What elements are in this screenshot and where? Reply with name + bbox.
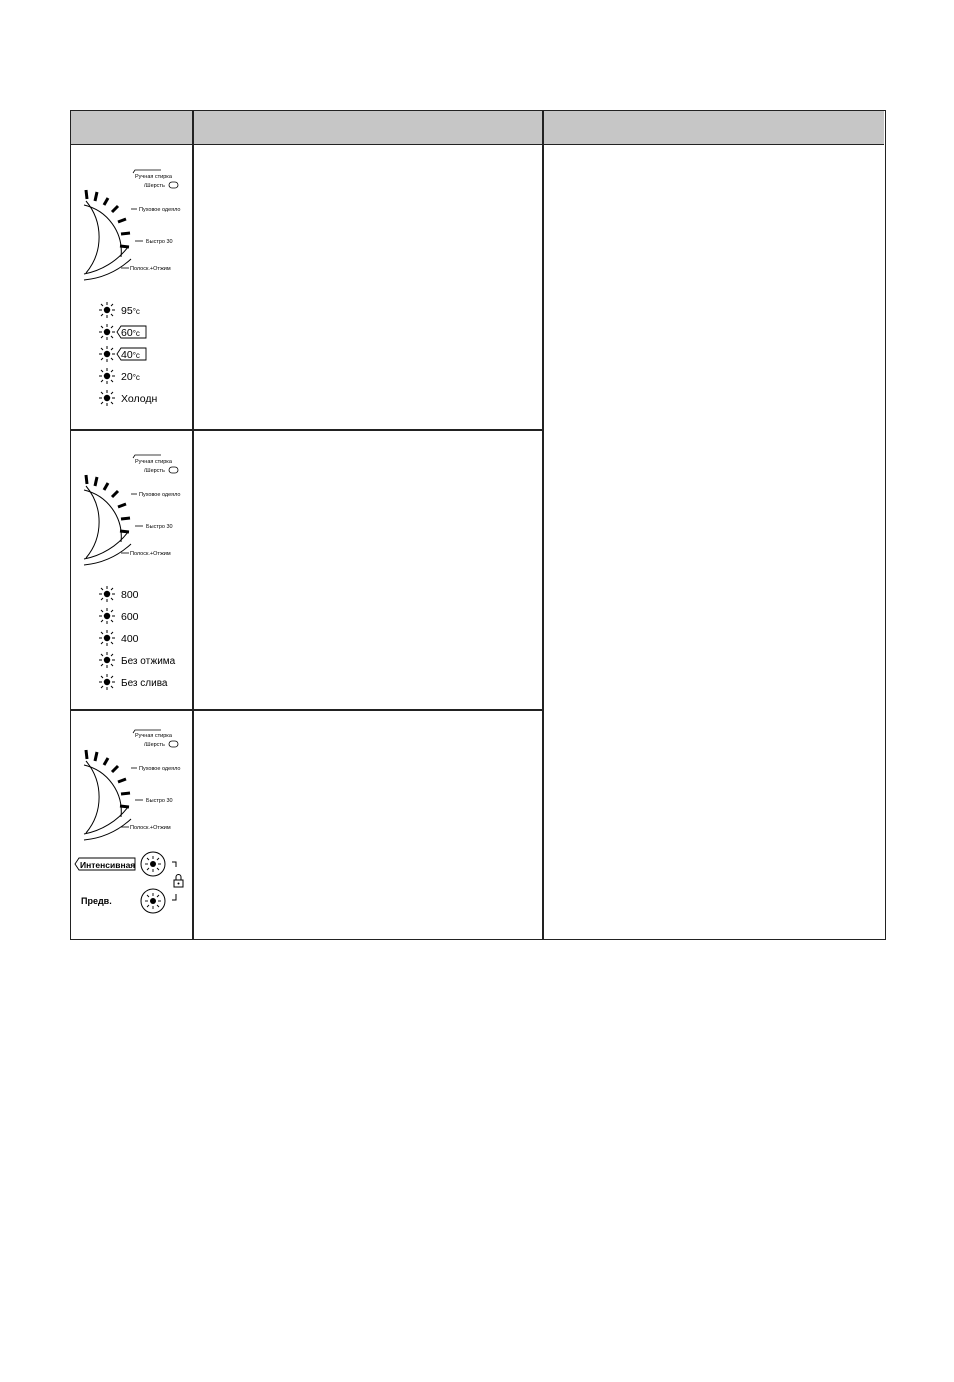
option-label: Без слива [121, 678, 168, 689]
temperature-panel [71, 147, 192, 429]
wool-label: /Шерсть [144, 742, 165, 748]
option-unit: °c [132, 307, 140, 316]
column-divider [192, 111, 194, 939]
indicator-led-icon [104, 307, 110, 313]
prewash-label: Предв. [81, 896, 112, 906]
indicator-led-icon [104, 635, 110, 641]
dial-label-duvet: Пуховое одеяло [139, 492, 181, 498]
column-divider [542, 111, 544, 939]
program-dial [84, 455, 180, 565]
child-lock-icon [172, 862, 183, 900]
indicator-led-icon [104, 657, 110, 663]
dial-label-rinse-spin: Полоск.+Отжим [130, 266, 171, 272]
option-indicator [99, 346, 146, 362]
option-indicator [99, 324, 146, 340]
svg-text:20°c [121, 371, 140, 383]
dial-label-rinse-spin: Полоск.+Отжим [130, 551, 171, 557]
dial-label-duvet: Пуховое одеяло [139, 766, 181, 772]
prewash-button[interactable] [141, 889, 165, 913]
svg-text:60°c [121, 327, 140, 339]
indicator-led-icon [150, 861, 156, 867]
row-extra-options-illustration [71, 711, 192, 939]
dial-label-rinse-spin: Полоск.+Отжим [130, 825, 171, 831]
option-indicator [99, 586, 139, 602]
option-label: Холодн [121, 393, 158, 405]
option-label: 60 [121, 327, 133, 339]
option-indicator [99, 674, 168, 690]
option-unit: °c [132, 329, 140, 338]
wool-icon [169, 741, 178, 747]
svg-text:95°c [121, 305, 140, 317]
option-label: 400 [121, 633, 139, 645]
indicator-led-icon [150, 898, 156, 904]
wool-label: /Шерсть [144, 183, 165, 189]
indicator-led-icon [104, 373, 110, 379]
option-label: 600 [121, 611, 139, 623]
spin-panel [71, 431, 192, 709]
dial-label-duvet: Пуховое одеяло [139, 207, 181, 213]
option-indicator [99, 368, 140, 384]
option-label: 40 [121, 349, 133, 361]
indicator-led-icon [104, 351, 110, 357]
dial-label-hand-wash: Ручная стирка [135, 733, 172, 739]
dial-label-quick-30: Быстро 30 [146, 524, 173, 530]
option-label: 20 [121, 371, 133, 383]
option-unit: °c [132, 373, 140, 382]
svg-text:Холодн [121, 393, 157, 405]
wool-icon [169, 182, 178, 188]
option-indicator [99, 608, 139, 624]
intensive-option [75, 852, 165, 876]
indicator-led-icon [104, 329, 110, 335]
option-label: Без отжима [121, 656, 176, 667]
program-dial [84, 170, 180, 280]
indicator-led-icon [104, 613, 110, 619]
dial-label-quick-30: Быстро 30 [146, 798, 173, 804]
svg-text:40°c [121, 349, 140, 361]
prewash-option [81, 889, 165, 913]
intensive-button[interactable] [141, 852, 165, 876]
option-label: 800 [121, 589, 139, 601]
indicator-led-icon [104, 591, 110, 597]
option-indicator [99, 302, 140, 318]
option-indicator [99, 652, 176, 668]
option-indicator [99, 390, 157, 406]
indicator-led-icon [104, 679, 110, 685]
indicator-led-icon [104, 395, 110, 401]
row-temperature-illustration [71, 147, 192, 429]
intensive-label: Интенсивная [80, 860, 136, 870]
option-indicator [99, 630, 139, 646]
options-table [70, 110, 886, 940]
wool-icon [169, 467, 178, 473]
dial-label-hand-wash: Ручная стирка [135, 174, 172, 180]
extra-options-panel [71, 711, 192, 939]
option-unit: °c [132, 351, 140, 360]
option-label: 95 [121, 305, 133, 317]
dial-label-quick-30: Быстро 30 [146, 239, 173, 245]
dial-label-hand-wash: Ручная стирка [135, 459, 172, 465]
row-spin-illustration [71, 431, 192, 709]
wool-label: /Шерсть [144, 468, 165, 474]
program-dial [84, 730, 180, 840]
